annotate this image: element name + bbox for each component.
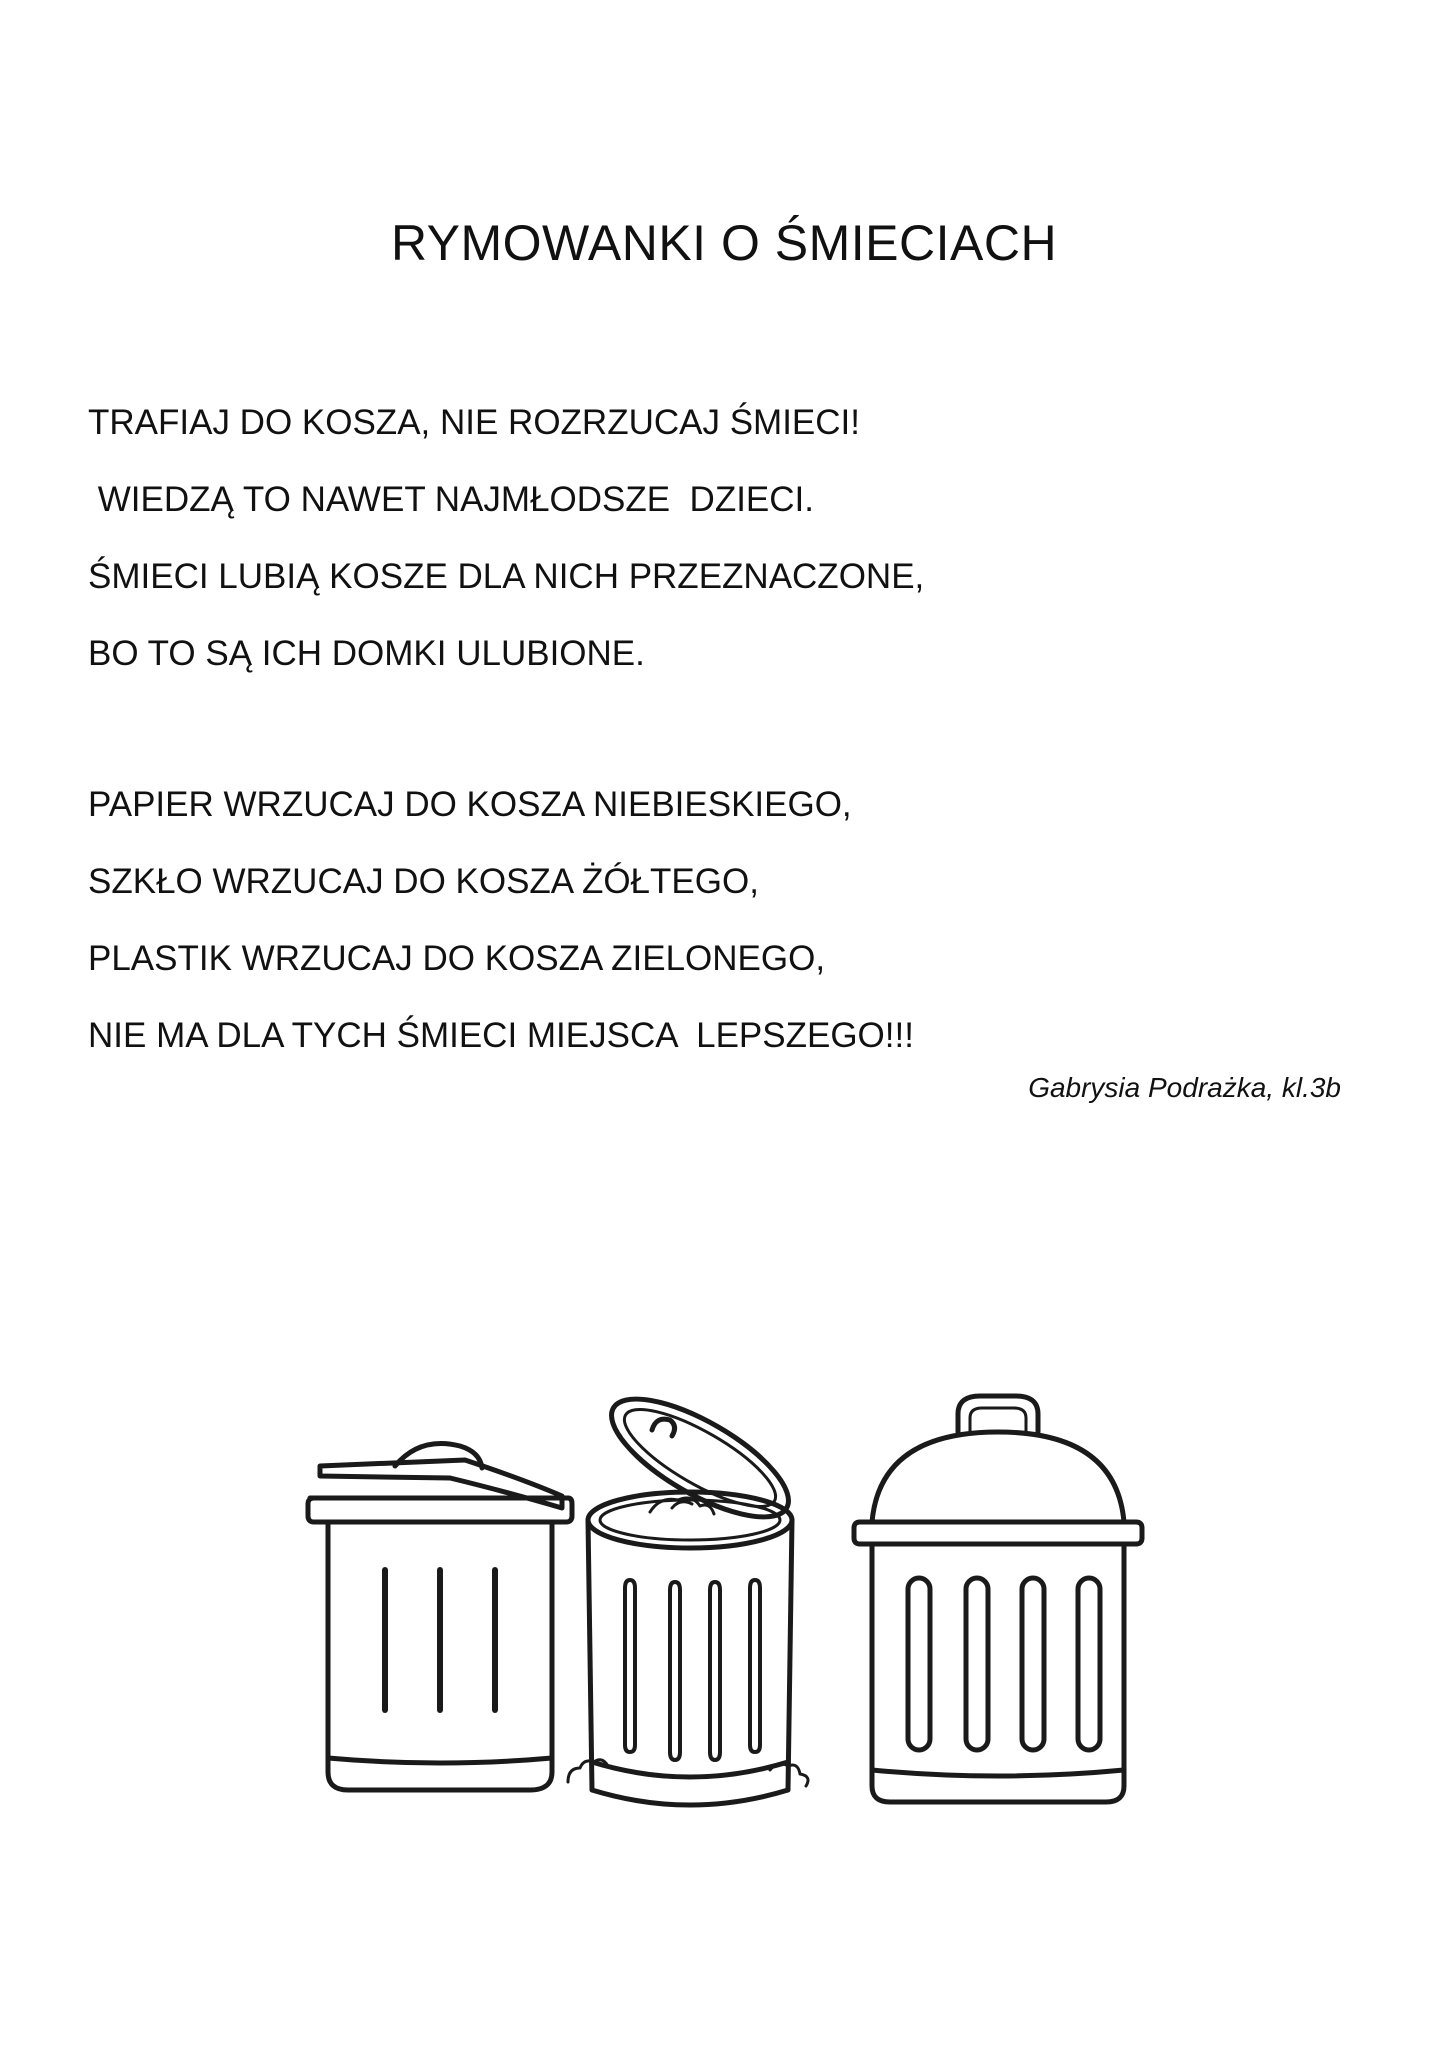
verse-line: PLASTIK WRZUCAJ DO KOSZA ZIELONEGO, (88, 939, 826, 978)
verse-line: ŚMIECI LUBIĄ KOSZE DLA NICH PRZEZNACZONE, (88, 557, 925, 596)
verse-line: TRAFIAJ DO KOSZA, NIE ROZRZUCAJ ŚMIECI! (88, 403, 860, 442)
trash-bin-tilted-lid-icon (568, 1390, 808, 1805)
poem-title: RYMOWANKI O ŚMIECIACH (390, 215, 1058, 271)
trash-bins-illustration (300, 1390, 1160, 1830)
verse-line: NIE MA DLA TYCH ŚMIECI MIEJSCA LEPSZEGO!!! (88, 1016, 914, 1055)
verse-line: WIEDZĄ TO NAWET NAJMŁODSZE DZIECI. (88, 480, 814, 519)
author-signature: Gabrysia Podrażka, kl.3b (1028, 1072, 1341, 1103)
stanza-1 (88, 384, 924, 692)
trash-bin-open-lid-icon (308, 1444, 572, 1791)
verse-line: SZKŁO WRZUCAJ DO KOSZA ŻÓŁTEGO, (88, 862, 759, 901)
verse-line: BO TO SĄ ICH DOMKI ULUBIONE. (88, 634, 645, 673)
stanza-2 (88, 766, 914, 1074)
trash-bin-closed-icon (854, 1396, 1142, 1802)
verse-line: PAPIER WRZUCAJ DO KOSZA NIEBIESKIEGO, (88, 785, 852, 824)
